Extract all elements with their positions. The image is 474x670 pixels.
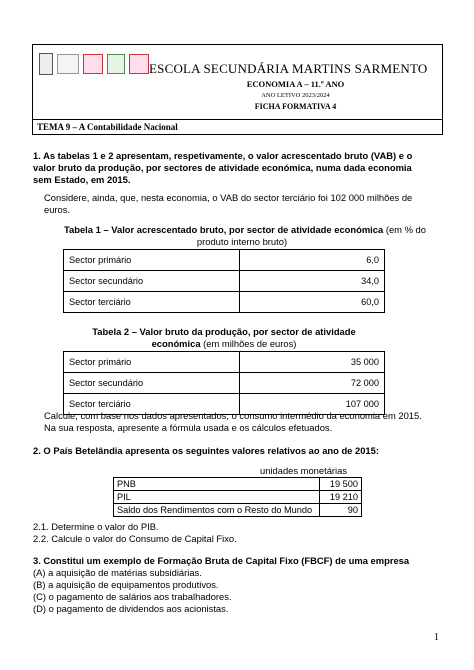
q2-sub-1: 2.1. Determine o valor do PIB. [33,521,159,532]
q1-instruction-line-1: Calcule, com base nos dados apresentados, o consumo intermédio da economia em 2015. [44,410,422,421]
q3-option-c: (C) o pagamento de salários aos trabalhadores. [33,591,232,602]
table-cell-value: 6,0 [240,250,385,271]
q2-table [113,477,362,517]
table1-title [64,224,426,236]
table-cell-label: Saldo dos Rendimentos com o Resto do Mundo [114,504,320,517]
table-row [64,271,385,292]
table2-title-line1: Tabela 2 – Valor bruto da produção, por sector de atividade [92,326,356,337]
school-crest-logo [39,53,53,75]
theme-title: TEMA 9 – A Contabilidade Nacional [32,120,443,135]
republic-logo [83,54,103,74]
partner-logo [129,54,149,74]
q1-consider-line-1: Considere, ainda, que, nesta economia, o VAB do sector terciário foi 102 000 milhões de [44,192,413,203]
table-cell-value: 34,0 [240,271,385,292]
table-cell-label: Sector primário [64,352,240,373]
sheet-title: FICHA FORMATIVA 4 [254,102,337,111]
table2 [63,351,385,415]
table1-title-line2: produto interno bruto) [196,236,288,247]
school-year: ANO LETIVO 2023/2024 [261,92,330,99]
table-cell-value: 107 000 [240,394,385,415]
table-cell-value: 35 000 [240,352,385,373]
table2-title-rest: (em milhões de euros) [200,338,297,349]
table-cell-value: 19 500 [320,478,362,491]
table-row [114,478,362,491]
page-number: 1 [434,632,439,643]
q1-line-1: 1. As tabelas 1 e 2 apresentam, respetivamente, o valor acrescentado bruto (VAB) e o [33,150,413,161]
table-cell-label: PIL [114,491,320,504]
ministry-logo [57,54,79,74]
table-row [64,292,385,313]
table-cell-value: 72 000 [240,373,385,394]
table-row [64,250,385,271]
table-cell-label: PNB [114,478,320,491]
table1 [63,249,385,313]
logo-strip [39,53,149,75]
q3-option-d: (D) o pagamento de dividendos aos acionistas. [33,603,229,614]
school-name: ESCOLA SECUNDÁRIA MARTINS SARMENTO [149,61,428,76]
q2-sub-2: 2.2. Calcule o valor do Consumo de Capital Fixo. [33,533,237,544]
table-cell-label: Sector secundário [64,271,240,292]
q1-line-2: valor bruto da produção, por sectores de atividade económica, numa dada economia [33,162,412,173]
table-cell-label: Sector terciário [64,394,240,415]
q1-instruction-line-2: Na sua resposta, apresente a fórmula usada e os cálculos efetuados. [44,422,333,433]
q2-units-label: unidades monetárias [260,465,348,476]
table-row [114,504,362,517]
school-header [32,44,443,120]
q2-title: 2. O País Betelândia apresenta os seguintes valores relativos ao ano de 2015: [33,445,379,456]
table-cell-label: Sector secundário [64,373,240,394]
q1-consider-line-2: euros. [44,204,71,215]
table-cell-label: Sector primário [64,250,240,271]
table-row [64,373,385,394]
q3-option-a: (A) a aquisição de matérias subsidiárias. [33,567,202,578]
table1-title-bold: Tabela 1 – Valor acrescentado bruto, por sector de atividade económica [64,224,384,235]
table-cell-label: Sector terciário [64,292,240,313]
table-cell-value: 19 210 [320,491,362,504]
table2-title-bold: económica [151,338,201,349]
eco-school-logo [107,54,125,74]
table-row [114,491,362,504]
table-row [64,352,385,373]
q3-title: 3. Constitui um exemplo de Formação Bruta de Capital Fixo (FBCF) de uma empresa [33,555,410,566]
subject-title: ECONOMIA A – 11.º ANO [246,79,345,89]
table-cell-value: 60,0 [240,292,385,313]
table1-title-rest: (em % do [383,224,426,235]
q3-option-b: (B) a aquisição de equipamentos produtivos. [33,579,219,590]
q1-line-3: sem Estado, em 2015. [33,174,131,185]
table2-title-line2 [63,338,385,350]
table-cell-value: 90 [320,504,362,517]
